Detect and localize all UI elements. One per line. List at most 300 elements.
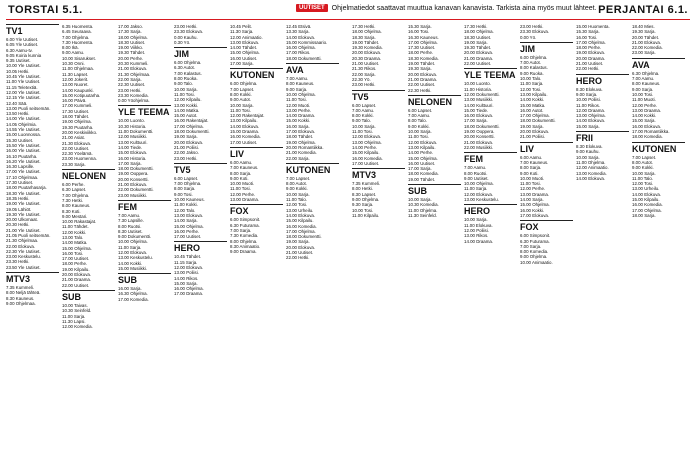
program-entry: 11.00 Ohjelma. [576,159,606,165]
column-5 [230,24,283,448]
program-entry: 21.30 Ohjelmaa. [6,238,39,244]
column-9 [464,24,517,448]
program-entry: 10.00 Sisarukset. [62,55,96,61]
program-entry: 15.00 Kilpailu. [286,218,314,224]
program-entry: 6.00 Perhe. [62,182,85,188]
program-entry: 18.00 Dokumentti. [464,123,500,129]
program-entry: 11.00 Dokumentti. [118,129,154,135]
program-entry: 9.00 Ohjelmaa. [6,300,36,306]
program-entry: 11.15 Sarja. [174,259,198,265]
program-entry: 8.30 Animaatio. [230,243,261,249]
program-entry: 19.05 Lähiöt. [6,206,32,212]
channel-header: LIV [230,147,283,159]
program-entry: 10.00 Ohjelma. [118,239,148,245]
program-entry: 21.05 Puoli seitsemän. [6,232,51,238]
program-entry: 16.30 Lapsille. [6,164,35,170]
program-entry: 11.00 Kokki. [174,202,198,208]
program-entry: 10.05 Hetki. [6,68,30,74]
program-entry: 10.00 Animaatio. [520,259,553,265]
program-entry: 17.30 Hetki. [464,24,488,29]
program-entry: 22.00 Uutiset. [62,282,90,288]
channel-header: YLE TEEMA [118,107,170,118]
program-entry: 17.00 Sarja. [464,118,488,124]
program-entry: 21.30 Elokuva. [62,140,92,146]
program-entry: 19.00 Sarja. [520,123,544,129]
program-entry: 22.30 Uutiset. [118,82,146,88]
program-entry: 17.30 Uutiset. [408,45,436,51]
program-entry: 14.00 Perhe. [352,144,378,150]
program-entry: 18.00 Dokumentti. [118,166,154,172]
column-1 [6,24,59,448]
program-entry: 23.30 Sarja. [62,161,86,167]
channel-header: TV5 [174,163,227,175]
program-entry: 16.00 Perhe. [174,228,200,234]
program-entry: 23.00 Huomenna. [62,156,97,162]
program-entry: 20.00 Konsertti. [118,176,149,182]
program-entry: 13.00 Rikos. [464,233,489,239]
program-entry: 22.00 Musiikki. [464,144,494,150]
channel-header: FOX [520,220,573,232]
program-entry: 17.00 Sarja. [408,166,432,172]
program-entry: 11.00 Kilpailu. [352,212,380,218]
program-entry: 23.30 Elokuva. [174,29,204,35]
program-entry: 14.00 Sarja. [520,197,544,203]
program-entry: 18.30 Sarja. [352,34,376,40]
program-entry: 17.30 Uutiset. [62,108,90,114]
program-entry: 8.30 Elokuva. [576,144,603,150]
program-entry: 7.00 Sarja. [230,227,252,233]
program-entry: 12.00 Musiikki. [118,134,148,140]
program-entry: 9.00 Aamu. [62,50,85,56]
program-entry: 9.00 Uutiset. [464,175,489,181]
program-entry: 7.00 Autot. [520,60,541,66]
program-entry: 22.00 Uutiset. [62,145,90,151]
program-entry: 8.00 Sarja. [230,170,252,176]
program-entry: 22.00 Sarja. [286,155,310,161]
program-entry: 6.00 Ohjelma. [174,60,202,66]
program-entry: 12.15 Yle Uutiset. [6,95,41,101]
program-entry: 10.30 Historia. [118,123,147,129]
program-entry: 9.30 Sarja. [352,202,374,208]
program-entry: 16.00 Tosi. [576,34,598,40]
program-entry: 8.30 Koti. [62,208,81,214]
program-entry: 15.00 Ohjelma. [230,50,260,56]
program-entry: 16.00 Ohjelma. [174,286,204,292]
program-entry: 18.00 Perhe. [408,50,434,56]
channel-header: MTV3 [6,272,59,284]
program-entry: 19.00 Ooppera. [118,171,149,177]
program-entry: 12.00 Elokuva. [464,191,494,197]
program-entry: 12.00 Yle Uutiset. [6,89,41,95]
program-entry: 23.00 Hetki. [174,24,198,29]
program-entry: 17.00 Elokuva. [520,212,550,218]
program-entry: 14.00 Kokki. [520,97,545,103]
program-entry: 12.00 Perhe. [520,186,546,192]
program-entry: 15.00 Draama. [230,129,260,135]
program-entry: 13.00 Ohjelma. [576,113,606,119]
program-entry: 18.00 Tähdet. [62,114,90,120]
program-entry: 18.00 Tähdet. [286,134,314,140]
program-entry: 17.00 Kummeli. [62,103,93,109]
program-entry: 18.00 Komedia. [632,134,663,140]
program-entry: 21.00 Elokuva. [464,139,494,145]
channel-header: KUTONEN [632,142,685,154]
program-entry: 16.00 Päivä. [62,98,87,104]
program-entry: 7.00 Aamu. [352,107,375,113]
left-day-title: TORSTAI 5.1. [8,4,83,16]
program-entry: 13.00 Poliisi. [174,270,199,276]
program-entry: 12.40 Sää. [6,100,28,106]
program-entry: 18.00 Komedia. [408,171,439,177]
program-entry: 11.00 Tosi. [520,181,541,187]
program-entry: 14.00 Elokuva. [632,191,662,197]
program-entry: 6.30 Ohjelma. [632,70,660,76]
program-entry: 7.35 Kummeli. [6,285,35,291]
column-3 [118,24,171,448]
program-entry: 18.00 Perhe. [576,45,602,51]
program-entry: 19.00 Ohjelma. [62,119,92,125]
program-entry: 14.00 Elokuva. [286,212,316,218]
program-entry: 21.00 Draama. [408,76,438,82]
program-entry: 7.00 Aamu. [286,76,309,82]
program-entry: 14.00 Elokuva. [576,175,606,181]
program-entry: 6.05 Yle Uutiset. [6,42,39,48]
program-entry: 10.00 Sarja. [408,129,432,135]
program-entry: 10.00 Sarja. [408,197,432,203]
program-entry: 15.00 Elokuva. [118,150,148,156]
program-entry: 21.00 Komedia. [286,150,317,156]
program-entry: 12.00 Animaatio. [230,34,263,40]
program-entry: 15.00 Luonnossa. [6,132,41,138]
program-entry: 16.20 Yle Uutiset. [6,158,41,164]
program-entry: 18.00 Dokumentti. [286,55,322,61]
program-entry: 14.00 Draama. [286,113,316,119]
program-entry: 12.00 Draama. [576,107,606,113]
program-entry: 13.00 Musiikki. [464,97,494,103]
program-entry: 18.30 Uutiset. [464,34,492,40]
program-entry: 12.00 Muoti. [286,102,311,108]
program-entry: 11.30 Lapset. [62,71,89,77]
program-entry: 16.00 Kokki. [520,207,545,213]
program-entry: 8.30 Kauneus. [6,295,35,301]
program-entry: 11.00 Tähdet. [62,224,89,230]
program-entry: 22.30 Yöelämä. [62,151,93,157]
program-entry: 17.00 Romantiikka. [632,129,670,135]
channel-header: SUB [118,273,171,285]
program-entry: 16.00 Uutiset. [408,160,436,166]
program-entry: 20.00 Romantiikka. [286,144,324,150]
program-entry: 13.50 Hetki. [6,111,30,117]
program-entry: 0.00 Kauhu. [174,34,198,40]
channel-header: FRII [576,131,629,143]
program-entry: 16.30 Ohjelma. [118,291,148,297]
program-entry: 9.00 Ohjelma. [352,197,380,203]
program-entry: 11.00 Tosi. [352,129,373,135]
program-entry: 11.00 Talo. [632,175,654,181]
program-entry: 13.00 Kilpailu. [408,144,436,150]
program-entry: 15.00 Autot. [174,113,198,119]
program-entry: 12.00 Tosi. [520,86,542,92]
program-entry: 12.00 Elokuva. [352,134,382,140]
program-entry: 15.00 Sarja. [174,280,198,286]
channel-header: KUTONEN [286,163,339,175]
program-entry: 10.00 Talo. [520,76,542,82]
program-entry: 6.00 Ohjelma. [230,81,258,87]
program-entry: 18.30 Yle Uutiset. [6,190,41,196]
program-entry: 21.00 Yle Uutiset. [6,227,41,233]
program-entry: 17.10 Ohjelmaa. [6,174,39,180]
program-entry: 11.00 Yle Uutiset. [6,79,41,85]
program-entry: 19.30 Tähdet. [118,50,146,56]
program-entry: 16.10 Puutarha. [6,153,38,159]
program-entry: 16.00 Komedia. [632,202,663,208]
program-entry: 16.00 Rakentajat. [174,118,209,124]
program-entry: 8.30 Lapset. [352,191,377,197]
program-entry: 23.50 Yle Uutiset. [6,264,41,270]
program-entry: 20.00 Elokuva. [62,272,92,278]
program-entry: 8.00 Autot. [632,159,653,165]
program-entry: 19.00 Tähdet. [352,39,380,45]
program-entry: 18.00 Sarja. [632,212,656,218]
program-entry: 21.30 Rikos. [352,66,377,72]
program-entry: 12.00 Rakentajat. [230,113,265,119]
program-entry: 22.00 Uutiset. [408,82,436,88]
program-entry: 9.00 Ruoka. [520,70,544,76]
program-entry: 19.00 Sarja. [464,39,488,45]
program-entry: 14.05 Ohjelmia. [6,121,37,127]
program-entry: 16.00 Elokuva. [464,113,494,119]
program-entry: 16.00 Tosi. [408,29,430,35]
program-entry: 12.00 Kilpailu. [174,97,202,103]
program-entry: 6.30 Aamu-tv. [6,47,33,53]
program-entry: 8.00 Ikä. [62,45,79,51]
program-entry: 19.00 Kilpailu. [62,266,90,272]
program-entry: 12.00 Elokuva. [174,264,204,270]
program-entry: 15.50 Yle Uutiset. [6,142,41,148]
program-entry: 20.00 Konsertti. [464,134,495,140]
program-entry: 7.00 Ohjelma. [62,192,90,198]
program-entry: 11.00 Tosi. [230,186,251,192]
program-entry: 10.00 Poliisi. [576,97,601,103]
program-entry: 9.00 Koti. [520,170,539,176]
channel-header: FEM [464,152,517,164]
program-entry: 10.00 Rakastajat. [62,219,97,225]
program-entry: 14.55 Yle Uutiset. [6,127,41,133]
program-entry: 9.35 Uutiset. [6,58,31,64]
program-entry: 17.00 Komedia. [118,296,149,302]
program-entry: 21.00 Elokuva. [118,66,148,72]
program-entry: 13.00 Keskustelu. [464,197,499,203]
channel-header: AVA [632,58,685,70]
program-entry: 8.00 Kauneus. [632,81,661,87]
program-entry: 18.35 Hetki. [6,195,30,201]
program-entry: 12.00 Elokuva. [408,139,438,145]
program-entry: 20.00 Elokuva. [286,244,316,250]
channel-header: TV5 [352,90,405,102]
program-entry: 10.00 Taivas. [62,302,88,308]
program-entry: 23.00 Keskustelu. [6,254,41,260]
program-entry: 17.00 Sarja. [118,160,142,166]
program-entry: 23.00 Hetki. [118,87,142,93]
channel-header: HERO [174,241,227,253]
program-entry: 8.00 Ruotsi. [118,223,142,229]
program-entry: 20.00 Elokuva. [464,50,494,56]
program-entry: 15.00 Kilpailu. [352,150,380,156]
program-entry: 17.00 Ohjelma. [576,39,606,45]
program-entry: 22.00 Sarja. [352,71,376,77]
program-entry: 13.00 Elokuva. [174,212,204,218]
program-entry: 7.30 Hetki. [62,197,83,203]
program-entry: 11.00 Elokuva. [464,222,493,228]
program-entry: 11.30 Seinfeld. [408,212,437,218]
program-entry: 12.00 Poliisi. [464,227,489,233]
program-entry: 9.00 Koti. [230,175,249,181]
program-entry: 10.30 Seinfeld. [62,308,92,314]
program-entry: 11.00 Ohjelma. [408,207,438,213]
program-entry: 12.00 Perhe. [632,102,658,108]
program-entry: 8.00 Kauneus. [286,81,315,87]
program-entry: 10.45 Pelit. [230,24,252,29]
program-entry: 17.00 Ohjelma. [520,113,550,119]
program-entry: 21.00 Asiat. [62,135,85,141]
program-entry: 21.00 Draama. [464,55,494,61]
channel-header: HERO [576,74,629,86]
program-entry: 11.00 Tosi. [174,91,195,97]
program-entry: 6.30 Autot. [174,65,195,71]
program-entry: 15.30 Uutiset. [6,137,34,143]
program-entry: 6.30 Lapset. [62,187,87,193]
program-entry: 12.00 Perhe. [230,191,256,197]
program-entry: 22.00 Jakso. [174,150,199,156]
program-entry: 0.00 Yöohjelma. [118,98,150,104]
column-2 [62,24,115,448]
program-entry: 18.00 Ohjelma. [464,29,494,35]
program-entry: 8.00 Kalastus. [520,65,548,71]
program-entry: 7.00 Aamu. [464,165,487,171]
column-12 [632,24,685,448]
channel-header: YLE TEEMA [464,70,516,81]
channel-header: LIV [520,142,573,154]
program-entry: 19.00 Tähdet. [408,61,436,67]
program-entry: 16.00 Komedia. [230,134,261,140]
program-entry: 15.00 Ohjelma. [520,202,550,208]
program-entry: 17.30 Uutiset. [6,180,34,186]
program-entry: 9.00 Sarja. [632,86,654,92]
program-entry: 8.00 Autot. [286,181,307,187]
program-entry: 7.30 Huomenta. [62,39,94,45]
program-entry: 6.00 Yle Uutiset. [6,37,39,42]
program-entry: 18.00 Dokumentti. [174,129,210,135]
program-entry: 14.00 Elokuva. [576,118,606,124]
program-entry: 6.30 Futurama. [230,222,260,228]
program-entry: 11.15 Teletextiä. [6,84,38,90]
program-entry: 9.00 Sarja. [576,91,598,97]
channel-header: JIM [174,47,227,59]
program-entry: 15.00 Matka. [520,102,546,108]
program-entry: 19.30 Sarja. [632,29,656,35]
program-entry: 19.00 Sarja. [174,134,198,140]
program-entry: 14.00 Kokki. [118,260,143,266]
program-entry: 12.00 Kokki. [62,229,87,235]
program-entry: 14.00 Sarja. [174,218,198,224]
program-entry: 19.00 Ooppera. [464,129,495,135]
program-entry: 8.00 Ohjelma. [230,238,258,244]
program-entry: 9.00 Sarja. [286,86,308,92]
right-day-title: PERJANTAI 6.1. [598,4,688,16]
program-entry: 23.30 Hetki. [6,259,30,265]
program-entry: 19.00 Yle Uutiset. [6,201,41,207]
program-entry: 8.00 Ruotsi. [464,170,488,176]
program-entry: 10.00 Sarja. [286,191,310,197]
channel-header: KUTONEN [230,68,283,80]
program-entry: 0.30 Yö. [174,39,191,45]
program-entry: 15.00 Ohjelma. [174,223,204,229]
program-entry: 21.00 Poliisi. [520,134,545,140]
program-entry: 14.00 Kulttuuri. [464,102,494,108]
program-entry: 19.30 Sarja. [408,66,432,72]
program-entry: 16.00 Elokuva. [632,123,662,129]
program-entry: 8.30 Elokuva. [576,86,603,92]
program-entry: 11.30 Lapsi. [62,318,86,324]
program-entry: 19.00 Sarja. [286,239,310,245]
program-entry: 14.00 Draama. [464,238,494,244]
program-entry: 6.00 Lapset. [408,107,433,113]
program-entry: 18.40 Mies. [632,24,655,29]
program-entry: 10.00 Tosi. [352,207,374,213]
program-entry: 12.00 Tosi. [286,202,308,208]
program-entry: 17.30 Sarja. [118,29,142,35]
program-entry: 11.00 Sarja. [520,81,544,87]
program-entry: 15.00 Kotipuutarha. [62,92,101,98]
program-entry: 10.00 Sarja. [352,123,376,129]
program-entry: 7.30 Komedia. [230,233,259,239]
program-entry: 13.00 Kilpailu. [520,91,548,97]
program-entry: 13.00 Puoli seitsemän. [6,105,51,111]
program-entry: 12.00 Dokumentti. [464,91,500,97]
program-entry: 17.00 Uutiset. [352,160,380,166]
program-entry: 14.00 Perhe. [408,150,434,156]
program-entry: 9.00 Kokki. [286,186,308,192]
program-entry: 20.00 Elokuva. [408,71,438,77]
program-entry: 10.00 Yle Uutiset. [6,63,41,69]
channel-header: MTV3 [352,168,405,180]
program-entry: 13.00 Draama. [230,197,260,203]
program-entry: 10.00 Tosi. [632,91,654,97]
program-entry: 10.30 Onni. [62,61,85,67]
program-entry: 11.00 Sarja. [464,186,488,192]
program-entry: 13.00 Talo. [62,234,84,240]
program-entry: 16.00 Sarja. [118,286,142,292]
program-entry: 20.00 Elokuva. [174,139,204,145]
program-entry: 20.00 Tähdet. [632,34,660,40]
program-entry: 10.00 Ohjelma. [286,91,316,97]
program-entry: 22.00 Elokuva. [6,243,36,249]
program-entry: 18.00 Ohjelma. [118,34,148,40]
program-entry: 17.00 Uutiset. [62,256,90,262]
program-entry: 21.00 Uutiset. [286,249,314,255]
header-tagline: Ohjelmatiedot saattavat muuttua kanavan kanavista. Tarkista aina myös muut lähteet. [331,4,597,12]
program-entry: 23.30 Komedia. [118,92,149,98]
program-entry: 20.00 Keskiviikko. [62,129,98,135]
program-entry: 18.00 Perhe. [62,261,88,267]
program-entry: 12.00 Elokuva. [118,249,148,255]
program-entry: 17.30 Hetki. [352,24,376,29]
program-entry: 20.00 Elokuva. [352,50,382,56]
program-entry: 15.00 Sarja. [632,118,656,124]
program-entry: 7.00 Aamu. [408,113,431,119]
program-entry: 21.00 Uutiset. [352,61,380,67]
program-entry: 13.00 Draama. [632,107,662,113]
